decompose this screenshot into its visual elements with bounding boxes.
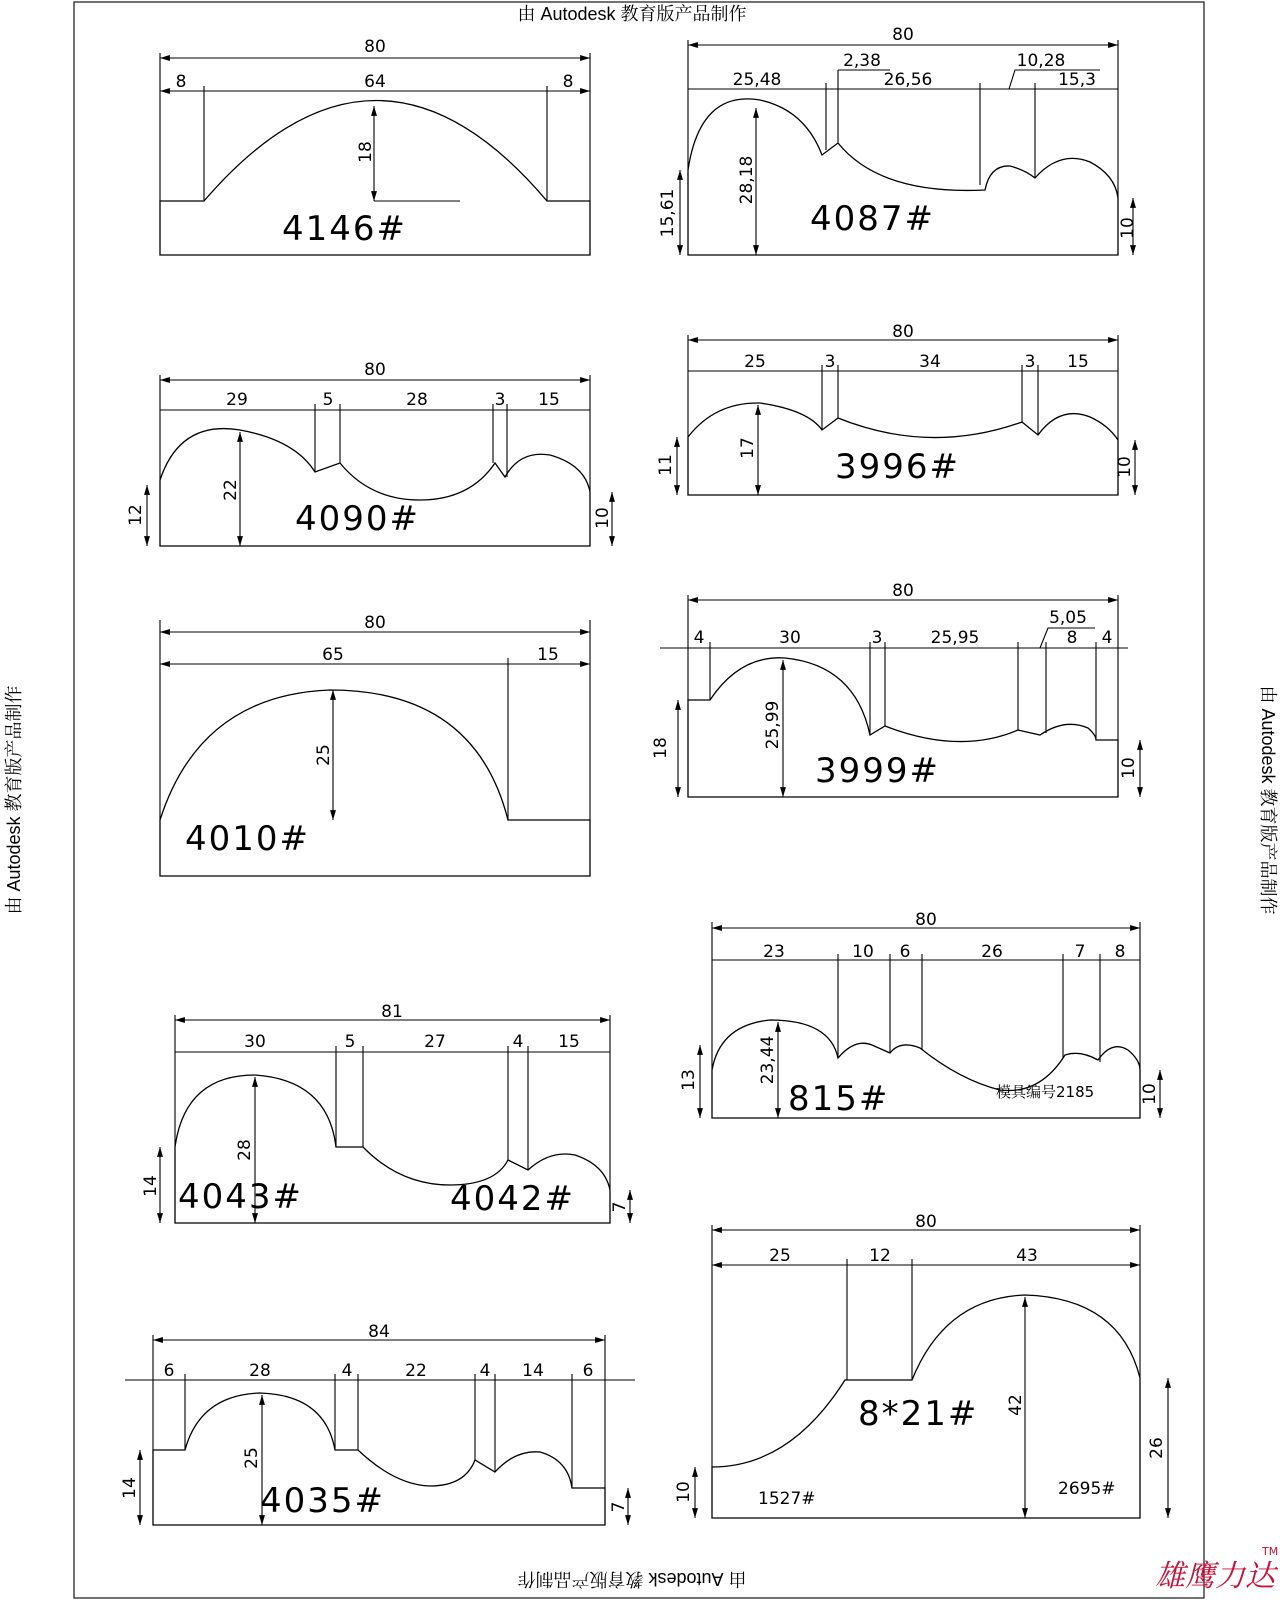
dim-label: 64 — [364, 72, 386, 92]
dim-label: 22 — [221, 479, 241, 501]
dim-label: 26 — [981, 942, 1003, 962]
dim-label: 6 — [582, 1361, 594, 1381]
dim-label: 22 — [405, 1361, 427, 1381]
sheet-border — [74, 2, 1204, 1598]
dim-label: 2,38 — [843, 51, 881, 71]
profile-code: 3999# — [815, 751, 941, 791]
profile-4090 — [126, 360, 613, 546]
dim-label: 25 — [769, 1246, 791, 1266]
dim-label: 10 — [1115, 456, 1135, 478]
dim-label: 14 — [141, 1175, 161, 1197]
mold-number-note: 模具编号2185 — [996, 1083, 1095, 1101]
dim-label: 18 — [651, 737, 671, 759]
profile-4010 — [160, 613, 590, 876]
dim-label: 80 — [364, 613, 386, 633]
profile-code: 815# — [788, 1079, 890, 1119]
dim-label: 80 — [364, 37, 386, 57]
dim-label: 25 — [744, 352, 766, 372]
dim-label: 23 — [763, 942, 785, 962]
profile-4146 — [160, 37, 590, 255]
dim-label: 4 — [341, 1361, 353, 1381]
dim-label: 8 — [175, 72, 187, 92]
dim-label: 10 — [1118, 217, 1138, 239]
dim-label: 4 — [693, 628, 705, 648]
dim-label: 15,3 — [1058, 70, 1096, 90]
profile-4087 — [658, 25, 1138, 255]
dim-label: 25 — [242, 1447, 262, 1469]
dim-label: 18 — [356, 141, 376, 163]
dim-label: 10 — [674, 1481, 694, 1503]
dim-label: 10 — [593, 507, 613, 529]
dim-label: 8 — [1066, 628, 1078, 648]
sub-code-left: 1527# — [758, 1489, 816, 1509]
dim-label: 4 — [512, 1032, 524, 1052]
dim-label: 8 — [1114, 942, 1126, 962]
watermark-top: 由 Autodesk 教育版产品制作 — [517, 4, 747, 24]
dim-label: 84 — [368, 1322, 390, 1342]
dim-label: 7 — [609, 1501, 629, 1513]
dim-label: 30 — [244, 1032, 266, 1052]
dim-label: 7 — [610, 1201, 630, 1213]
dim-label: 15 — [1067, 352, 1089, 372]
dim-label: 30 — [779, 628, 801, 648]
dim-label: 10 — [1140, 1083, 1160, 1105]
dim-label: 25,48 — [732, 70, 782, 90]
dim-label: 10 — [1119, 757, 1139, 779]
dim-label: 80 — [915, 1212, 937, 1232]
dim-label: 12 — [126, 504, 146, 526]
dim-label: 25 — [314, 744, 334, 766]
dim-label: 6 — [899, 942, 911, 962]
watermark-left: 由 Autodesk 教育版产品制作 — [4, 685, 24, 915]
dim-label: 42 — [1006, 1394, 1026, 1416]
dim-label: 5 — [344, 1032, 356, 1052]
dim-label: 4 — [479, 1361, 491, 1381]
dim-label: 27 — [424, 1032, 446, 1052]
dim-label: 5,05 — [1049, 608, 1087, 628]
dim-label: 13 — [679, 1069, 699, 1091]
profile-4035 — [120, 1322, 635, 1525]
profile-8x21 — [674, 1212, 1168, 1518]
dim-label: 28 — [249, 1361, 271, 1381]
profile-code: 4043# — [178, 1177, 304, 1217]
logo-text: 雄鹰力达 — [1155, 1559, 1275, 1594]
dim-label: 6 — [163, 1361, 175, 1381]
profile-4043-4042 — [141, 1002, 630, 1223]
dim-label: 80 — [915, 910, 937, 930]
profile-3996 — [656, 322, 1135, 495]
dim-label: 43 — [1016, 1246, 1038, 1266]
dim-label: 28 — [235, 1139, 255, 1161]
dim-label: 29 — [226, 390, 248, 410]
dim-label: 8 — [562, 72, 574, 92]
dim-label: 3 — [1024, 352, 1036, 372]
dim-label: 80 — [892, 581, 914, 601]
profile-code: 4010# — [185, 819, 311, 859]
dim-label: 15,61 — [658, 188, 678, 238]
dim-label: 25,99 — [763, 700, 783, 750]
dim-label: 26 — [1147, 1437, 1167, 1459]
dim-label: 15 — [558, 1032, 580, 1052]
profile-code: 3996# — [835, 447, 961, 487]
dim-label: 14 — [120, 1477, 140, 1499]
dim-label: 25,95 — [930, 628, 980, 648]
dim-label: 28,18 — [737, 155, 757, 205]
profile-code: 8*21# — [858, 1394, 979, 1434]
dim-label: 10,28 — [1016, 51, 1066, 71]
dim-label: 12 — [869, 1246, 891, 1266]
profile-code: 4090# — [295, 499, 421, 539]
dim-label: 7 — [1074, 942, 1086, 962]
profile-815 — [679, 910, 1160, 1119]
dim-label: 80 — [364, 360, 386, 380]
sub-code-right: 2695# — [1058, 1479, 1116, 1499]
watermark-bottom: 由 Autodesk 教育版产品制作 — [517, 1569, 747, 1589]
dim-label: 80 — [892, 322, 914, 342]
dim-label: 15 — [537, 645, 559, 665]
profile-code: 4035# — [260, 1481, 386, 1521]
dim-label: 10 — [852, 942, 874, 962]
dim-label: 80 — [892, 25, 914, 45]
watermark-right: 由 Autodesk 教育版产品制作 — [1258, 685, 1278, 915]
dim-label: 4 — [1101, 628, 1113, 648]
dim-label: 11 — [656, 454, 676, 476]
profile-code-secondary: 4042# — [450, 1179, 576, 1219]
profile-code: 4087# — [810, 199, 936, 239]
dim-label: 3 — [871, 628, 883, 648]
profile-3999 — [651, 581, 1140, 797]
dim-label: 17 — [738, 437, 758, 459]
dim-label: 14 — [522, 1361, 544, 1381]
company-logo — [1155, 1545, 1279, 1594]
dim-label: 3 — [824, 352, 836, 372]
dim-label: 81 — [381, 1002, 403, 1022]
dim-label: 34 — [919, 352, 941, 372]
dim-label: 23,44 — [758, 1035, 778, 1085]
dim-label: 3 — [494, 390, 506, 410]
dim-label: 15 — [538, 390, 560, 410]
dim-label: 5 — [322, 390, 334, 410]
dim-label: 65 — [322, 645, 344, 665]
trademark-mark: TM — [1262, 1545, 1279, 1558]
profile-code: 4146# — [282, 209, 408, 249]
dim-label: 26,56 — [883, 70, 933, 90]
dim-label: 28 — [406, 390, 428, 410]
